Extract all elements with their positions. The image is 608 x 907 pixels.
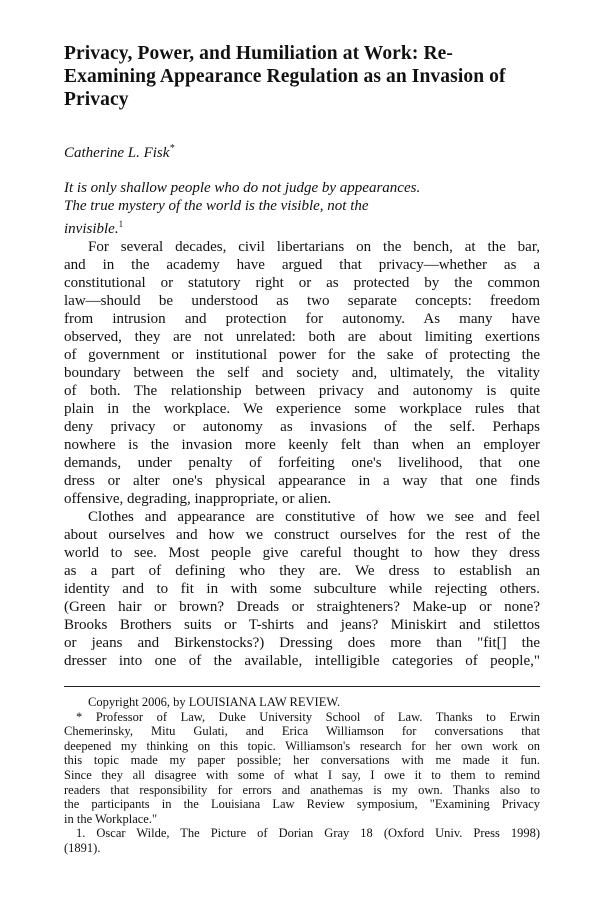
article-title	[64, 42, 540, 111]
title-line: Privacy	[64, 89, 129, 110]
footnote-line: Since they all disagree with some of what I say, I owe it to them to remind	[64, 767, 540, 782]
text-line: constitutional or statutory right or as protected by the common	[64, 275, 540, 291]
text-line: boundary between the self and society and, ultimately, the vitality	[64, 365, 540, 381]
text-line: from intrusion and protection for autonomy. As many have	[64, 311, 540, 327]
footnote-line: this topic made my paper possible; her conversations with me made it fun.	[64, 753, 540, 768]
text-line: offensive, degrading, inappropriate, or alien.	[64, 491, 332, 507]
epigraph-line: The true mystery of the world is the visible, not the	[64, 198, 369, 214]
page	[64, 42, 540, 856]
footnote-line: * Professor of Law, Duke University School of Law. Thanks to Erwin	[76, 709, 540, 724]
author-name: Catherine L. Fisk	[64, 145, 170, 161]
text-line: world to see. Most people give careful thought to how they dress	[64, 545, 540, 561]
author-byline	[64, 143, 540, 162]
text-line: identity and to fit in with some subculture while rejecting others.	[64, 581, 540, 597]
text-line: Clothes and appearance are constitutive of how we see and feel	[88, 509, 540, 525]
footnote-line: 1. Oscar Wilde, The Picture of Dorian Gray 18 (Oxford Univ. Press 1998)	[76, 826, 540, 841]
text-line: nowhere is the invasion more keenly felt than when an employer	[64, 437, 540, 453]
epigraph	[64, 179, 540, 238]
footnote-line: in the Workplace."	[64, 811, 158, 826]
text-line: dresser into one of the available, intelligible categories of people,"	[64, 653, 540, 669]
footnote-line: readers that responsibility for errors and anathemas is my own. Thanks also to	[64, 782, 540, 797]
title-line: Examining Appearance Regulation as an Invasion of	[64, 66, 506, 87]
epigraph-line: It is only shallow people who do not judge by appearances.	[64, 180, 421, 196]
text-line: Brooks Brothers suits or T-shirts and jeans? Miniskirt and stilettos	[64, 617, 540, 633]
epigraph-line: invisible.	[64, 221, 119, 237]
footnote-author	[64, 710, 540, 827]
footnote-line: Chemerinsky, Mitu Gulati, and Erica Williamson for conversations that	[64, 724, 540, 739]
body-text	[64, 238, 540, 670]
footnote-divider	[64, 686, 540, 687]
paragraph-1	[64, 238, 540, 508]
text-line: as a part of defining who they are. We dress to establish an	[64, 563, 540, 579]
text-line: deny privacy or autonomy as invasions of the self. Perhaps	[64, 419, 540, 435]
text-line: observed, they are not unrelated: both are about limiting exertions	[64, 329, 540, 345]
text-line: of both. The relationship between privacy and autonomy is quite	[64, 383, 540, 399]
text-line: (Green hair or brown? Dreads or straighteners? Make-up or none?	[64, 599, 540, 615]
title-line: Privacy, Power, and Humiliation at Work: Re-	[64, 43, 453, 64]
footnote-line: Copyright 2006, by LOUISIANA LAW REVIEW.	[88, 695, 341, 709]
text-line: or jeans and Birkenstocks?) Dressing does more than "fit[] the	[64, 635, 540, 651]
text-line: demands, under penalty of forfeiting one's livelihood, that one	[64, 455, 540, 471]
text-line: of government or institutional power for the sake of protecting the	[64, 347, 540, 363]
footnote-line: the participants in the Louisiana Law Review symposium, "Examining Privacy	[64, 797, 540, 812]
epigraph-line-last	[64, 215, 540, 238]
text-line: about ourselves and how we construct ourselves for the rest of the	[64, 527, 540, 543]
author-footnote-mark: *	[169, 143, 175, 154]
text-line: law—should be understood as two separate concepts: freedom	[64, 293, 540, 309]
footnote-line: (1891).	[64, 840, 101, 855]
text-line: For several decades, civil libertarians on the bench, at the bar,	[88, 239, 540, 255]
paragraph-2	[64, 508, 540, 670]
footnote-line: deepened my thinking on this topic. Williamson's research for her own work on	[64, 738, 540, 753]
text-line: dress or alter one's physical appearance in a way that one finds	[64, 473, 540, 489]
footnotes	[64, 695, 540, 856]
footnote-copyright	[64, 695, 540, 710]
epigraph-footnote-ref: 1	[118, 219, 124, 229]
text-line: plain in the workplace. We experience some workplace rules that	[64, 401, 540, 417]
footnote-1	[64, 826, 540, 855]
text-line: and in the academy have argued that privacy—whether as a	[64, 257, 540, 273]
